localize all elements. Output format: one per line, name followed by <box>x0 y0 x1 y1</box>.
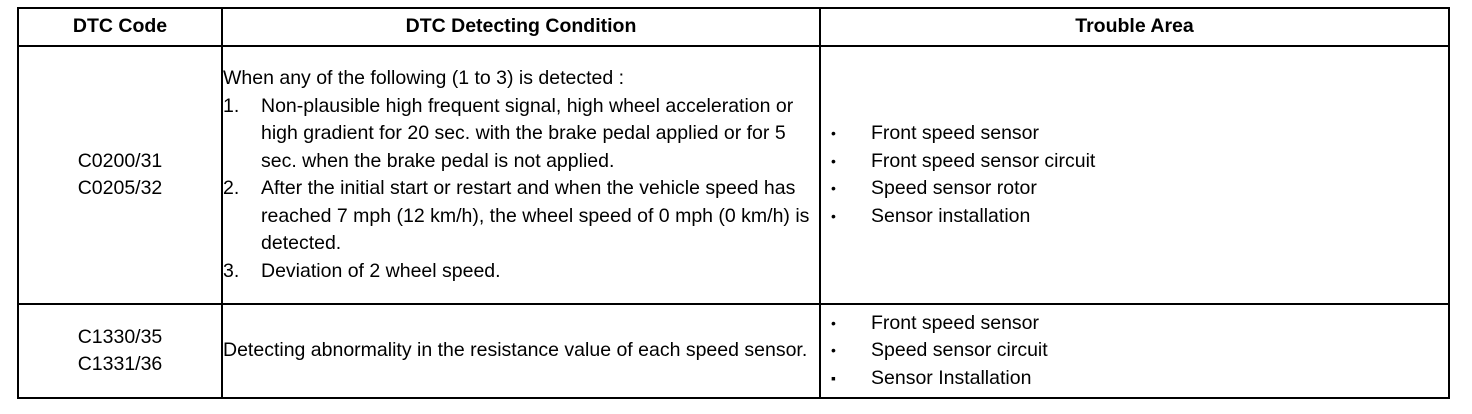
trouble-area-text: Front speed sensor <box>871 311 1040 334</box>
trouble-area-item <box>821 175 1448 203</box>
condition-item <box>223 258 819 286</box>
table-row <box>18 304 1449 398</box>
trouble-area-list <box>821 310 1448 393</box>
condition-text: Detecting abnormality in the resistance value of each speed sensor. <box>223 339 808 362</box>
trouble-area-cell <box>820 304 1449 398</box>
condition-list <box>223 93 819 286</box>
square-bullet-icon: ▪ <box>831 369 836 386</box>
trouble-area-text: Speed sensor rotor <box>871 177 1037 199</box>
dtc-table-container <box>17 7 1450 399</box>
trouble-area-item <box>821 337 1448 365</box>
trouble-area-text: Sensor installation <box>871 204 1031 227</box>
detecting-condition-cell <box>222 304 820 398</box>
dtc-code: C0200/31 <box>77 149 163 172</box>
condition-item <box>223 175 819 258</box>
trouble-area-item <box>821 120 1448 148</box>
condition-text: After the initial start or restart and when the vehicle speed has reached 7 mph (12 km/h), the wheel speed of 0 mph (0 km/h) is detected. <box>261 177 810 254</box>
dtc-code-cell <box>18 46 222 304</box>
condition-number: 3. <box>223 259 240 282</box>
detecting-condition-cell <box>222 46 820 304</box>
dtc-code: C0205/32 <box>77 177 163 199</box>
trouble-area-text: Front speed sensor circuit <box>871 149 1096 172</box>
trouble-area-text: Front speed sensor <box>871 122 1040 144</box>
bullet-icon: • <box>831 180 836 196</box>
bullet-icon: • <box>831 314 836 331</box>
trouble-area-item <box>821 310 1448 338</box>
bullet-icon: • <box>831 125 836 141</box>
condition-text: Non-plausible high frequent signal, high wheel acceleration or high gradient for 20 sec. with the brake pedal applied or for 5 sec. when the brake pedal is not applied. <box>261 94 794 172</box>
condition-item <box>223 93 819 176</box>
dtc-table <box>17 7 1450 399</box>
condition-text: Deviation of 2 wheel speed. <box>261 259 501 282</box>
header-detecting-condition: DTC Detecting Condition <box>222 8 820 46</box>
bullet-icon: • <box>831 152 836 169</box>
condition-intro: When any of the following (1 to 3) is detected : <box>223 67 625 89</box>
condition-number: 1. <box>223 94 240 117</box>
trouble-area-list <box>821 120 1448 230</box>
dtc-code-cell <box>18 304 222 398</box>
trouble-area-item <box>821 203 1448 231</box>
condition-number: 2. <box>223 177 240 199</box>
trouble-area-text: Sensor Installation <box>871 366 1032 389</box>
bullet-icon: • <box>831 207 836 224</box>
trouble-area-text: Speed sensor circuit <box>871 339 1048 362</box>
dtc-code: C1330/35 <box>77 325 163 348</box>
trouble-area-cell <box>820 46 1449 304</box>
table-header-row <box>18 8 1449 46</box>
trouble-area-item <box>821 365 1448 393</box>
table-row <box>18 46 1449 304</box>
dtc-code: C1331/36 <box>77 353 163 375</box>
header-dtc-code: DTC Code <box>18 8 222 46</box>
trouble-area-item <box>821 148 1448 176</box>
header-trouble-area: Trouble Area <box>820 8 1449 46</box>
bullet-icon: • <box>831 342 836 359</box>
